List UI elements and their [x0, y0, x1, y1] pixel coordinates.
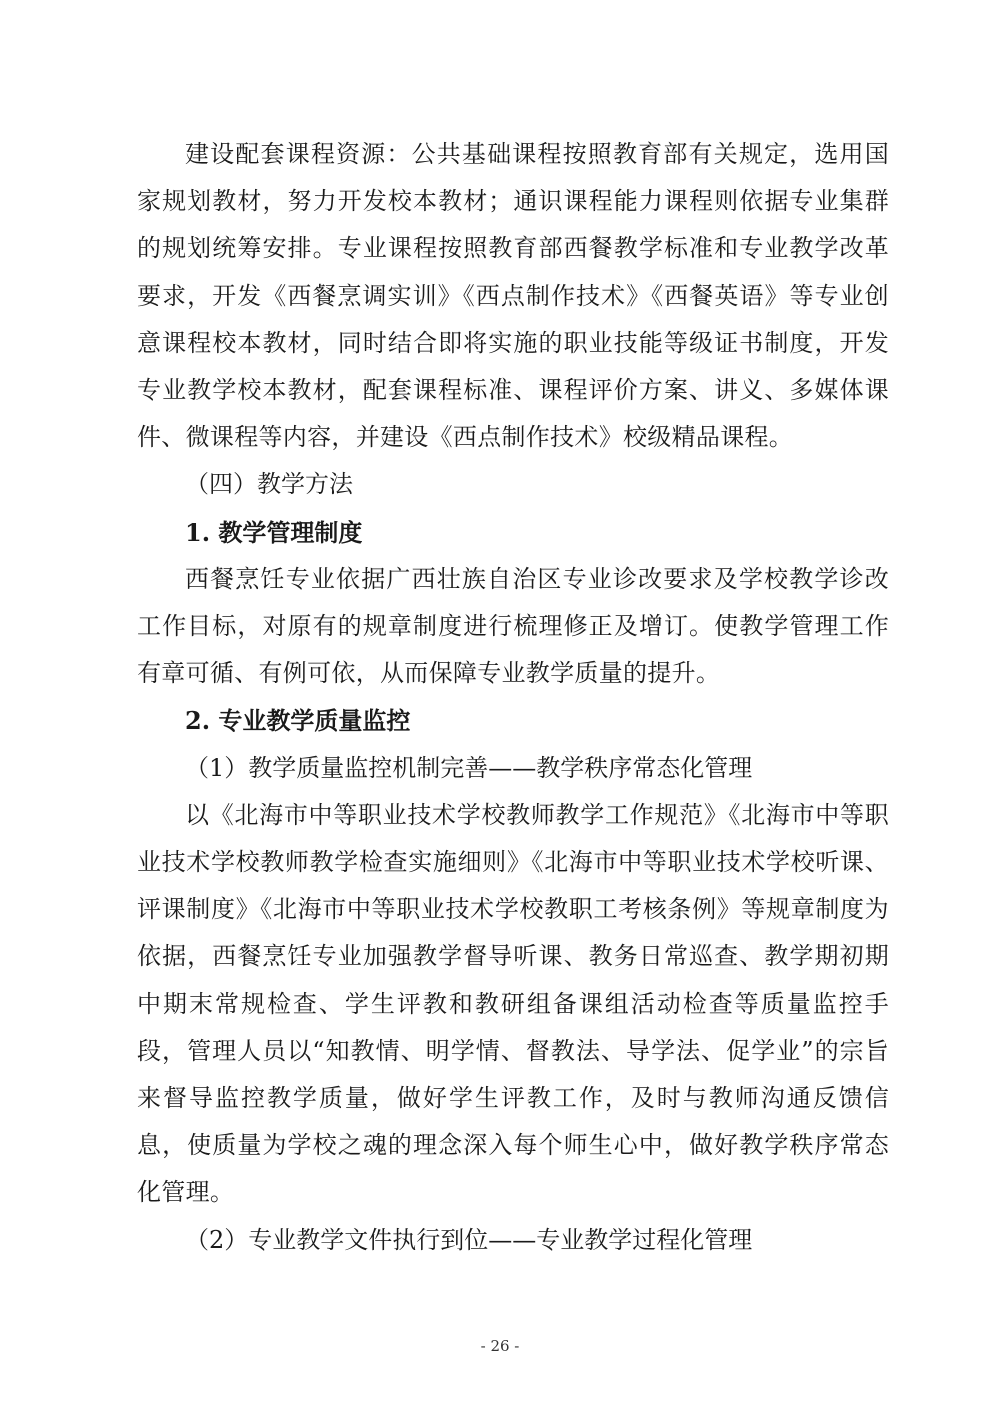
subheading-monitoring-mechanism: （1）教学质量监控机制完善——教学秩序常态化管理 — [185, 753, 753, 782]
heading-quality-monitoring: 2. 专业教学质量监控 — [185, 706, 411, 736]
subheading-teaching-documents: （2）专业教学文件执行到位——专业教学过程化管理 — [185, 1225, 753, 1254]
paragraph-monitoring-mechanism: 以《北海市中等职业技术学校教师教学工作规范》《北海市中等职业技术学校教师教学检查实施细则》《北海市中等职业技术学校听课、评课制度》《北海市中等职业技术学校教职工考核条例》等规章制度为依据，西餐烹饪专业加强教学督导听课、教务日常巡查、教学期初期中期末常规检查、学生评教和教研组备课组活动检查等质量监控手段，管理人员以“知教情、明学情、督教法、导学法、促学业”的宗旨来督导监控教学质量，做好学生评教工作，及时与教师沟通反馈信息，使质量为学校之魂的理念深入每个师生心中，做好教学秩序常态化管理。 — [137, 800, 889, 1207]
section-heading-teaching-methods: （四）教学方法 — [185, 470, 353, 499]
page-number: - 26 - — [480, 1337, 520, 1355]
heading-teaching-management: 1. 教学管理制度 — [185, 517, 363, 547]
paragraph-teaching-management: 西餐烹饪专业依据广西壮族自治区专业诊改要求及学校教学诊改工作目标，对原有的规章制度进行梳理修正及增订。使教学管理工作有章可循、有例可依，从而保障专业教学质量的提升。 — [137, 564, 889, 688]
page-content — [137, 131, 889, 1264]
paragraph-course-resources: 建设配套课程资源：公共基础课程按照教育部有关规定，选用国家规划教材，努力开发校本教材；通识课程能力课程则依据专业集群的规划统筹安排。专业课程按照教育部西餐教学标准和专业教学改革要求，开发《西餐烹调实训》《西点制作技术》《西餐英语》等专业创意课程校本教材，同时结合即将实施的职业技能等级证书制度，开发专业教学校本教材，配套课程标准、课程评价方案、讲义、多媒体课件、微课程等内容，并建设《西点制作技术》校级精品课程。 — [137, 140, 889, 452]
